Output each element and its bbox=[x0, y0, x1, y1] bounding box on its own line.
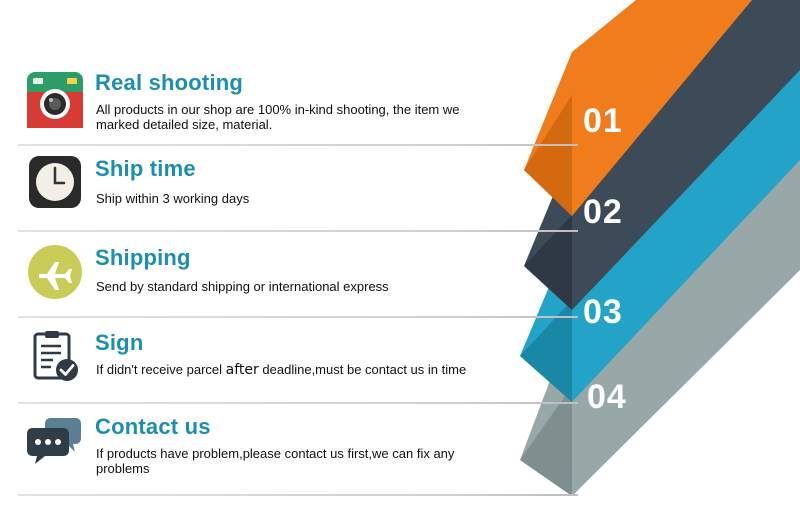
camera-icon bbox=[27, 72, 83, 128]
chat-bubbles-icon bbox=[27, 410, 83, 466]
divider bbox=[18, 494, 578, 496]
step-number-02: 02 bbox=[583, 193, 623, 231]
feature-row-shipping bbox=[18, 232, 578, 318]
step-number-03: 03 bbox=[583, 293, 623, 331]
feature-title: Sign bbox=[95, 330, 144, 355]
clipboard-check-icon bbox=[27, 328, 83, 384]
feature-title: Shipping bbox=[95, 245, 191, 270]
airplane-icon bbox=[27, 244, 83, 300]
feature-description: If products have problem,please contact us first,we can fix any problems bbox=[96, 446, 455, 476]
description-text: deadline,must be contact us in time bbox=[258, 362, 467, 377]
step-number-04: 04 bbox=[587, 378, 627, 416]
step-number-01: 01 bbox=[583, 102, 623, 140]
description-text: after bbox=[225, 362, 259, 378]
feature-description: Send by standard shipping or international express bbox=[96, 279, 389, 294]
feature-title: Real shooting bbox=[95, 70, 244, 95]
feature-row-ship-time bbox=[18, 146, 578, 232]
feature-description: All products in our shop are 100% in-kind shooting, the item we marked detailed size, material. bbox=[96, 102, 460, 132]
clock-icon bbox=[27, 154, 83, 210]
feature-title: Contact us bbox=[95, 414, 211, 439]
description-text: If didn't receive parcel bbox=[96, 362, 226, 377]
feature-row-sign bbox=[18, 318, 578, 404]
feature-description: Ship within 3 working days bbox=[96, 191, 250, 206]
feature-description bbox=[96, 362, 486, 378]
feature-row-contact-us bbox=[18, 404, 578, 496]
feature-row-real-shooting bbox=[18, 60, 578, 146]
feature-title: Ship time bbox=[95, 156, 196, 181]
